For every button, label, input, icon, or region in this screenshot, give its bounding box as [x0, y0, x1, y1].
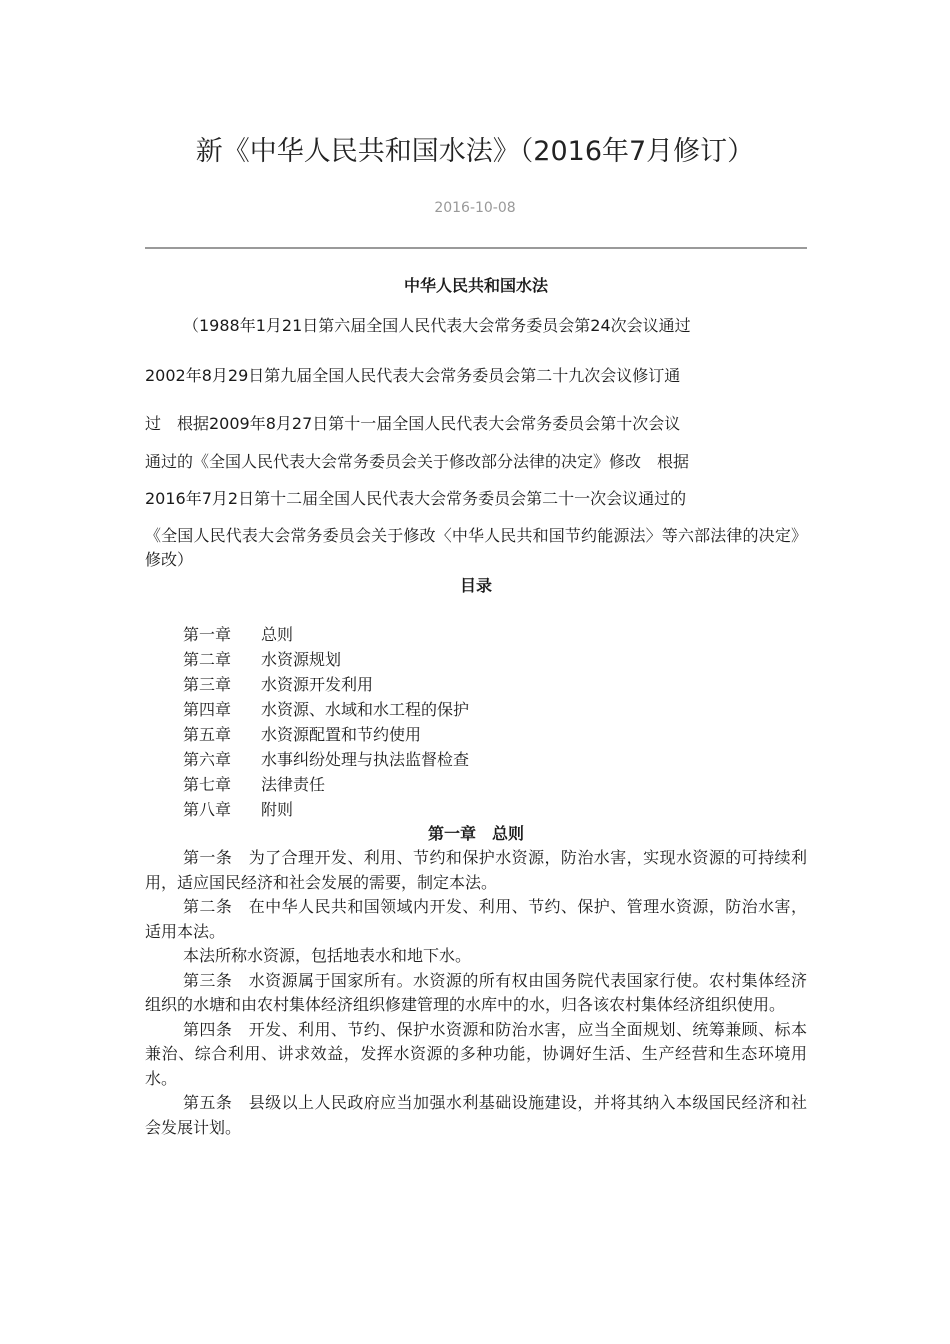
toc-item[interactable]	[183, 747, 469, 772]
toc-chapter: 第三章	[183, 675, 232, 694]
toc-item[interactable]	[183, 647, 469, 672]
toc-name: 水资源规划	[261, 650, 342, 669]
article-text: 本法所称水资源，包括地表水和地下水。	[183, 946, 472, 965]
preamble-line: 通过的《全国人民代表大会常务委员会关于修改部分法律的决定》修改 根据	[145, 452, 690, 471]
toc-chapter: 第二章	[183, 650, 232, 669]
article-label: 第二条	[183, 897, 233, 916]
toc-item[interactable]	[183, 672, 469, 697]
toc-item[interactable]	[183, 697, 469, 722]
article	[145, 944, 807, 969]
toc-name: 水事纠纷处理与执法监督检查	[261, 750, 470, 769]
article	[145, 1091, 807, 1140]
law-title: 中华人民共和国水法	[403, 276, 548, 295]
toc-name: 水资源开发利用	[261, 675, 374, 694]
article-label: 第一条	[183, 848, 233, 867]
article-text: 水资源属于国家所有。水资源的所有权由国务院代表国家行使。农村集体经济组织的水塘和由农村集体经济组织修建管理的水库中的水，归各该农村集体经济组织使用。	[145, 970, 807, 1014]
toc-item[interactable]	[183, 722, 469, 747]
article	[145, 1018, 807, 1092]
article-label: 第四条	[183, 1019, 233, 1039]
article-text: 在中华人民共和国领域内开发、利用、节约、保护、管理水资源，防治水害，适用本法。	[145, 897, 807, 941]
toc-name: 总则	[261, 625, 294, 644]
article-label: 第三条	[183, 970, 233, 990]
chapter-articles	[145, 846, 807, 1140]
page-title: 新《中华人民共和国水法》（2016年7月修订）	[195, 136, 755, 167]
publish-date: 2016-10-08	[434, 200, 516, 216]
article-text: 开发、利用、节约、保护水资源和防治水害，应当全面规划、统筹兼顾、标本兼治、综合利用、讲求效益，发挥水资源的多种功能，协调好生活、生产经营和生态环境用水。	[145, 1019, 807, 1088]
divider	[145, 247, 807, 249]
article-text: 为了合理开发、利用、节约和保护水资源，防治水害，实现水资源的可持续利用，适应国民经济和社会发展的需要，制定本法。	[145, 848, 807, 892]
article	[145, 895, 807, 944]
preamble-line: 过 根据2009年8月27日第十一届全国人民代表大会常务委员会第十次会议	[145, 414, 681, 433]
toc-item[interactable]	[183, 622, 469, 647]
toc-chapter: 第四章	[183, 700, 232, 719]
preamble-line: 2016年7月2日第十二届全国人民代表大会常务委员会第二十一次会议通过的	[145, 489, 687, 508]
toc-chapter: 第一章	[183, 625, 232, 644]
toc-name: 附则	[261, 800, 294, 819]
article-label: 第五条	[183, 1093, 233, 1112]
article	[145, 969, 807, 1018]
chapter-title: 第一章 总则	[427, 824, 524, 843]
toc-chapter: 第六章	[183, 750, 232, 769]
toc-item[interactable]	[183, 772, 469, 797]
toc-title: 目录	[459, 576, 492, 595]
article	[145, 846, 807, 895]
toc-chapter: 第八章	[183, 800, 232, 819]
toc-item[interactable]	[183, 797, 469, 822]
toc-name: 法律责任	[261, 775, 326, 794]
table-of-contents	[183, 622, 469, 822]
preamble-line: 《全国人民代表大会常务委员会关于修改〈中华人民共和国节约能源法〉等六部法律的决定》修改）	[145, 526, 807, 569]
article-text: 县级以上人民政府应当加强水利基础设施建设，并将其纳入本级国民经济和社会发展计划。	[145, 1093, 807, 1137]
toc-chapter: 第七章	[183, 775, 232, 794]
preamble-line: 2002年8月29日第九届全国人民代表大会常务委员会第二十九次会议修订通	[145, 366, 681, 385]
toc-name: 水资源配置和节约使用	[261, 725, 422, 744]
toc-name: 水资源、水域和水工程的保护	[261, 700, 470, 719]
toc-chapter: 第五章	[183, 725, 232, 744]
preamble-line: （1988年1月21日第六届全国人民代表大会常务委员会第24次会议通过	[183, 316, 691, 335]
